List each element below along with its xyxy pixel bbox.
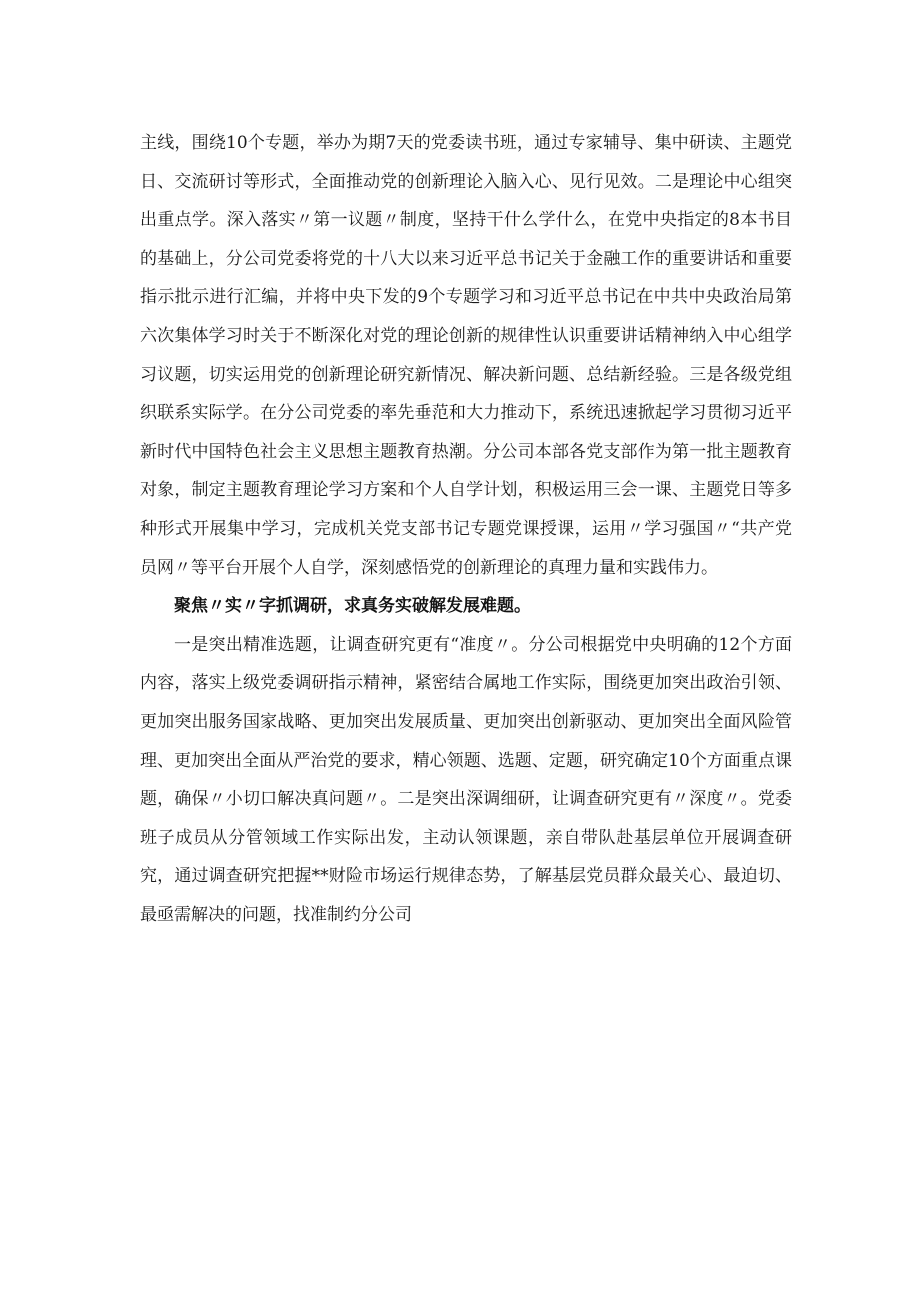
document-body: [140, 124, 792, 934]
paragraph-study-activities: 主线，围绕10个专题，举办为期7天的党委读书班，通过专家辅导、集中研读、主题党日、交流研讨等形式，全面推动党的创新理论入脑入心、见行见效。二是理论中心组突出重点学。深入落实〃第一议题〃制度，坚持干什么学什么，在党中央指定的8本书目的基础上，分公司党委将党的十八大以来习近平总书记关于金融工作的重要讲话和重要指示批示进行汇编，并将中央下发的9个专题学习和习近平总书记在中共中央政治局第六次集体学习时关于不断深化对党的理论创新的规律性认识重要讲话精神纳入中心组学习议题，切实运用党的创新理论研究新情况、解决新问题、总结新经验。三是各级党组织联系实际学。在分公司党委的率先垂范和大力推动下，系统迅速掀起学习贯彻习近平新时代中国特色社会主义思想主题教育热潮。分公司本部各党支部作为第一批主题教育对象，制定主题教育理论学习方案和个人自学计划，积极运用三会一课、主题党日等多种形式开展集中学习，完成机关党支部书记专题党课授课，运用〃学习强国〃“共产党员网〃等平台开展个人自学，深刻感悟党的创新理论的真理力量和实践伟力。: [140, 133, 792, 578]
paragraph-research-topics: 一是突出精准选题，让调查研究更有“准度〃。分公司根据党中央明确的12个方面内容，落实上级党委调研指示精神，紧密结合属地工作实际，围绕更加突出政治引领、更加突出服务国家战略、更加突出发展质量、更加突出创新驱动、更加突出全面风险管理、更加突出全面从严治党的要求，精心领题、选题、定题，研究确定10个方面重点课题，确保〃小切口解决真问题〃。二是突出深调细研，让调查研究更有〃深度〃。党委班子成员从分管领域工作实际出发，主动认领课题，亲自带队赴基层单位开展调查研究，通过调查研究把握**财险市场运行规律态势，了解基层党员群众最关心、最迫切、最亟需解决的问题，找准制约分公司: [140, 634, 792, 925]
section-heading-research: 聚焦〃实〃字抓调研，求真务实破解发展难题。: [174, 596, 531, 617]
